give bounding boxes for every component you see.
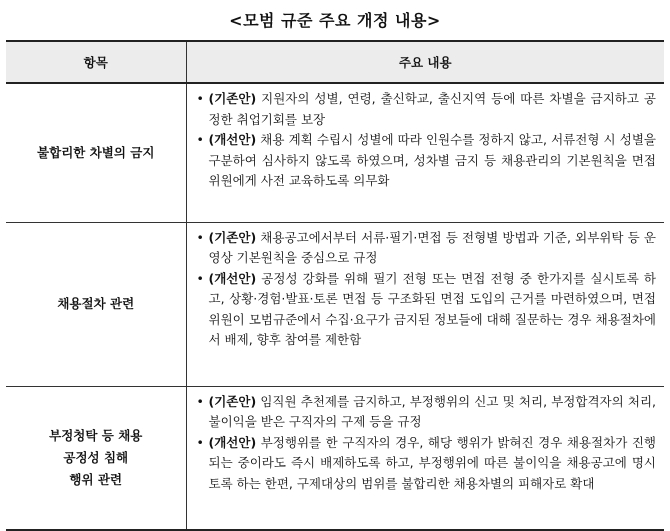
- row-content: [186, 83, 664, 222]
- bullet-icon: •: [196, 91, 204, 106]
- bullet-icon: •: [196, 229, 204, 245]
- bullet-icon: •: [196, 434, 204, 450]
- point-tag: (개선안): [208, 434, 257, 450]
- point-tag: (기존안): [208, 91, 257, 106]
- row-content: [186, 386, 664, 530]
- point-text: 채용 계획 수립시 성별에 따라 인원수를 정하지 않고, 서류전형 시 성별을 구분하여 심사하지 않도록 하였으며, 성차별 금지 등 채용관리의 기본원칙을 면접위원에게 사전 교육하도록 의무화: [208, 132, 656, 188]
- point-text: 공정성 강화를 위해 필기 전형 또는 면접 전형 중 한가지를 실시토록 하고, 상황·경험·발표·토론 면접 등 구조화된 면접 도입의 근거를 마련하였으며, 면접위원이 모범규준에서 수집·요구가 금지된 정보들에 대해 질문하는 경우 채용절차에서 배제, 향후 참여를 제한함: [208, 270, 656, 347]
- table-header-row: [6, 41, 664, 83]
- row-item-label: [6, 222, 186, 386]
- point-tag: (개선안): [208, 132, 257, 147]
- header-content: 주요 내용: [186, 41, 664, 83]
- point-existing: [197, 392, 657, 433]
- bullet-icon: •: [196, 132, 204, 147]
- row-content: [186, 222, 664, 386]
- point-revised: [197, 433, 657, 495]
- point-existing: [197, 89, 657, 130]
- reform-table: [6, 40, 664, 531]
- point-tag: (개선안): [208, 270, 257, 286]
- row-item-line: 공정성 침해: [63, 449, 129, 465]
- point-revised: [197, 130, 657, 192]
- row-item-line: 부정청탁 등 채용: [49, 427, 143, 443]
- bullet-icon: •: [196, 393, 204, 409]
- table-row: [6, 83, 664, 222]
- point-tag: (기존안): [208, 393, 257, 409]
- row-item-line: 행위 관련: [69, 471, 123, 487]
- point-text: 채용공고에서부터 서류·필기·면접 등 전형별 방법과 기준, 외부위탁 등 운영상 기본원칙을 중심으로 규정: [208, 229, 656, 265]
- point-text: 부정행위를 한 구직자의 경우, 해당 행위가 밝혀진 경우 채용절차가 진행되는 중이라도 즉시 배제하도록 하고, 부정행위에 따른 불이익을 채용공고에 명시토록 하는 한편, 구제대상의 범위를 불합리한 채용차별의 피해자로 확대: [208, 434, 656, 491]
- document-title: <모범 규준 주요 개정 내용>: [229, 11, 441, 30]
- row-item-label: [6, 83, 186, 222]
- table-row: [6, 386, 664, 530]
- table-row: [6, 222, 664, 386]
- point-text: 지원자의 성별, 연령, 출신학교, 출신지역 등에 따른 차별을 금지하고 공정한 취업기회를 보장: [208, 91, 656, 127]
- row-item-line: 불합리한 차별의 금지: [37, 144, 155, 160]
- point-revised: [197, 269, 657, 351]
- bullet-icon: •: [196, 270, 204, 286]
- point-existing: [197, 228, 657, 269]
- point-tag: (기존안): [208, 229, 257, 245]
- point-text: 임직원 추천제를 금지하고, 부정행위의 신고 및 처리, 부정합격자의 처리, 불이익을 받은 구직자의 구제 등을 규정: [208, 393, 656, 429]
- row-item-label: [6, 386, 186, 530]
- row-item-line: 채용절차 관련: [57, 296, 135, 311]
- header-item: 항목: [6, 41, 186, 83]
